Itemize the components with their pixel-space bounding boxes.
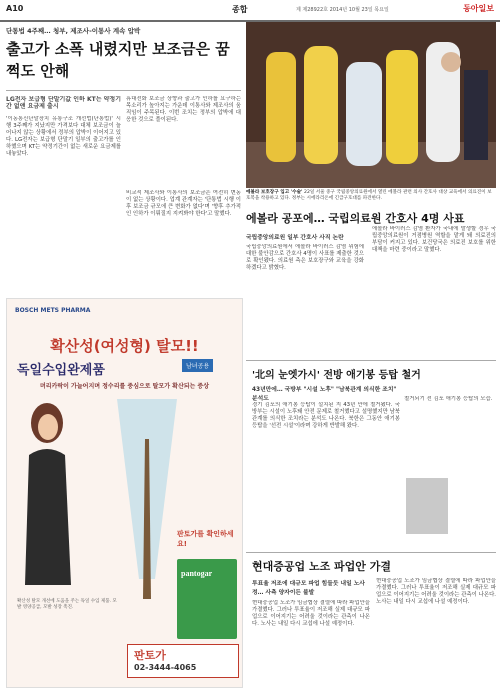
ad-headline: 확산성(여성형) 탈모!!	[50, 337, 199, 355]
main-body-col1: '이동통신단말장치 유통구조 개선법(단통법)' 시행 3주째가 지났지만 가격보다 대체 보조금이 늘어나지 않는 상황에서 정부의 압박이 이어지고 있다. LG전자는 보급형 단말기 일부의 출고가를 인하했으며 KT는 약정기간이 없는 새로운 요금제를 내놓았다.	[6, 116, 121, 157]
hyundai-headline: 현대증공업 노조 파업안 가결	[252, 560, 391, 573]
page-header	[0, 0, 500, 22]
ad-description: 확산성 탈모 개선에 도움을 주는 독일 수입 제품. 모발 영양공급, 모발 성장 촉진.	[17, 599, 117, 610]
nk-subhead: 43년만에… 국방부 "시설 노후" "남북관계 의식한 조치" 분석도	[252, 387, 397, 402]
hair-root-illustration	[107, 399, 187, 609]
ad-subheadline: 독일수입완제품	[17, 363, 105, 378]
product-name: pantogar	[181, 569, 213, 578]
caption-text: 22일 서울 중구 국립중앙의료원에서 열린 에볼라 관련 의사 간호사 대상 교육에서 의료진이 보호복을 착용하고 있다. 정부는 시에라리온에 긴급구호대를 파견한다.	[246, 190, 492, 201]
divider	[6, 90, 241, 91]
main-headline: 출고가 소폭 내렸지만 보조금은 꿈쩍도 안해	[6, 40, 230, 80]
ad-phone[interactable]: 02-3444-4065	[134, 663, 197, 672]
product-box	[177, 559, 237, 639]
hyundai-body-col2: 현대중공업 노조가 임금협상 결렬에 따라 파업안을 가결했다. 그러나 투표율이 저조해 실제 대규모 파업으로 이어지기는 어려울 것이라는 관측이 나온다. 노사는 내일 다시 교섭에 나설 예정이다.	[376, 578, 496, 605]
ad-contact-box[interactable]	[127, 644, 239, 678]
newspaper-logo: 동아일보	[463, 3, 494, 13]
main-body-col3: 비교적 제조사와 이통사의 보조금은 여전히 변동이 없는 상황이다. 업계 관계자는 '단통법 시행 이후 보조금 규모에 큰 변화가 없다'며 '향후 추가적인 인하가 이뤄질지 지켜봐야 한다'고 말했다.	[126, 190, 241, 217]
caption-lead: 에볼라 보호장구 입고 '수술'	[246, 190, 305, 195]
section-name: 종합	[232, 5, 248, 14]
woman-model-image	[15, 395, 85, 585]
ebola-body-col1: 국립중앙의료원에서 에볼라 바이러스 감염 위험에 대한 불안감으로 간호사 4명이 사표를 제출한 것으로 확인됐다. 의료원 측은 보호장구와 교육을 강화하겠다고 밝혔다.	[246, 244, 364, 271]
page-number: A10	[6, 4, 24, 13]
issue-meta: 제 제28922호 2014년 10월 23일 목요일	[296, 7, 389, 13]
nk-thumb-caption: 철거되기 전 김포 애기봉 등탑의 모습.	[404, 396, 493, 402]
nk-headline: '北의 눈엣가시' 전방 애기봉 등탑 철거	[252, 370, 421, 381]
divider	[246, 360, 496, 361]
ad-cta: 판토가	[134, 649, 166, 662]
ebola-headline: 에볼라 공포에… 국립의료원 간호사 4명 사표	[246, 212, 465, 225]
main-kicker: 단통법 4주째… 청부, 제조사-이통사 계속 압박	[6, 27, 141, 35]
protective-suits-illustration	[246, 22, 496, 188]
ad-tagline: 머리카락이 가늘어지며 정수리를 중심으로 탈모가 확산되는 증상	[39, 383, 210, 390]
hyundai-body-col1: 현대중공업 노조가 임금협상 결렬에 따라 파업안을 가결했다. 그러나 투표율이 저조해 실제 대규모 파업으로 이어지기는 어려울 것이라는 관측이 나온다. 노사는 내일 다시 교섭에 나설 예정이다.	[252, 600, 370, 627]
divider	[246, 552, 496, 553]
ad-brand-logo: BOSCH METS PHARMA	[15, 307, 91, 314]
ebola-body-col2: 에볼라 바이러스 감염 환자가 국내에 발생할 경우 국립중앙의료원이 거점병원 역할을 맡게 돼 의료진의 부담이 커지고 있다. 보건당국은 의료진 보호를 위한 대책을 마련 중이라고 말했다.	[372, 226, 496, 253]
main-lead: LG전자 보급형 단말기값 인하 KT는 약정기간 없앤 요금제 출시	[6, 96, 121, 110]
main-body-col2: 휴대전화 보조금 상향과 출고가 인하를 요구하는 목소리가 높아지는 가운데 이통사와 제조사의 움직임이 주목된다. 이번 조치는 정부의 압박에 대응한 것으로 풀이된다.	[126, 96, 241, 123]
nk-body: 경기 김포의 애기봉 등탑이 설치된 지 43년 만에 철거됐다. 국방부는 시설이 노후돼 안전 문제로 철거했다고 설명했지만 남북관계를 의식한 조치라는 분석도 나온다. 북한은 그동안 애기봉 등탑을 '선전 시설'이라며 강하게 반발해 왔다.	[252, 402, 400, 429]
ebola-subhead: 국립중앙의료원 일부 간호사 사직 논란	[246, 235, 344, 241]
nk-thumbnail	[406, 478, 448, 534]
ad-check-text: 판토가를 확인하세요!	[177, 530, 234, 548]
advertisement[interactable]	[6, 298, 243, 688]
hyundai-subhead: 투표율 저조에 대규모 파업 힘들듯 내일 노사정… 사측 양자이든 불발	[252, 581, 365, 596]
photo-caption	[246, 190, 496, 202]
ad-badge: 남녀공용	[182, 359, 213, 372]
ebola-photo	[246, 22, 496, 188]
